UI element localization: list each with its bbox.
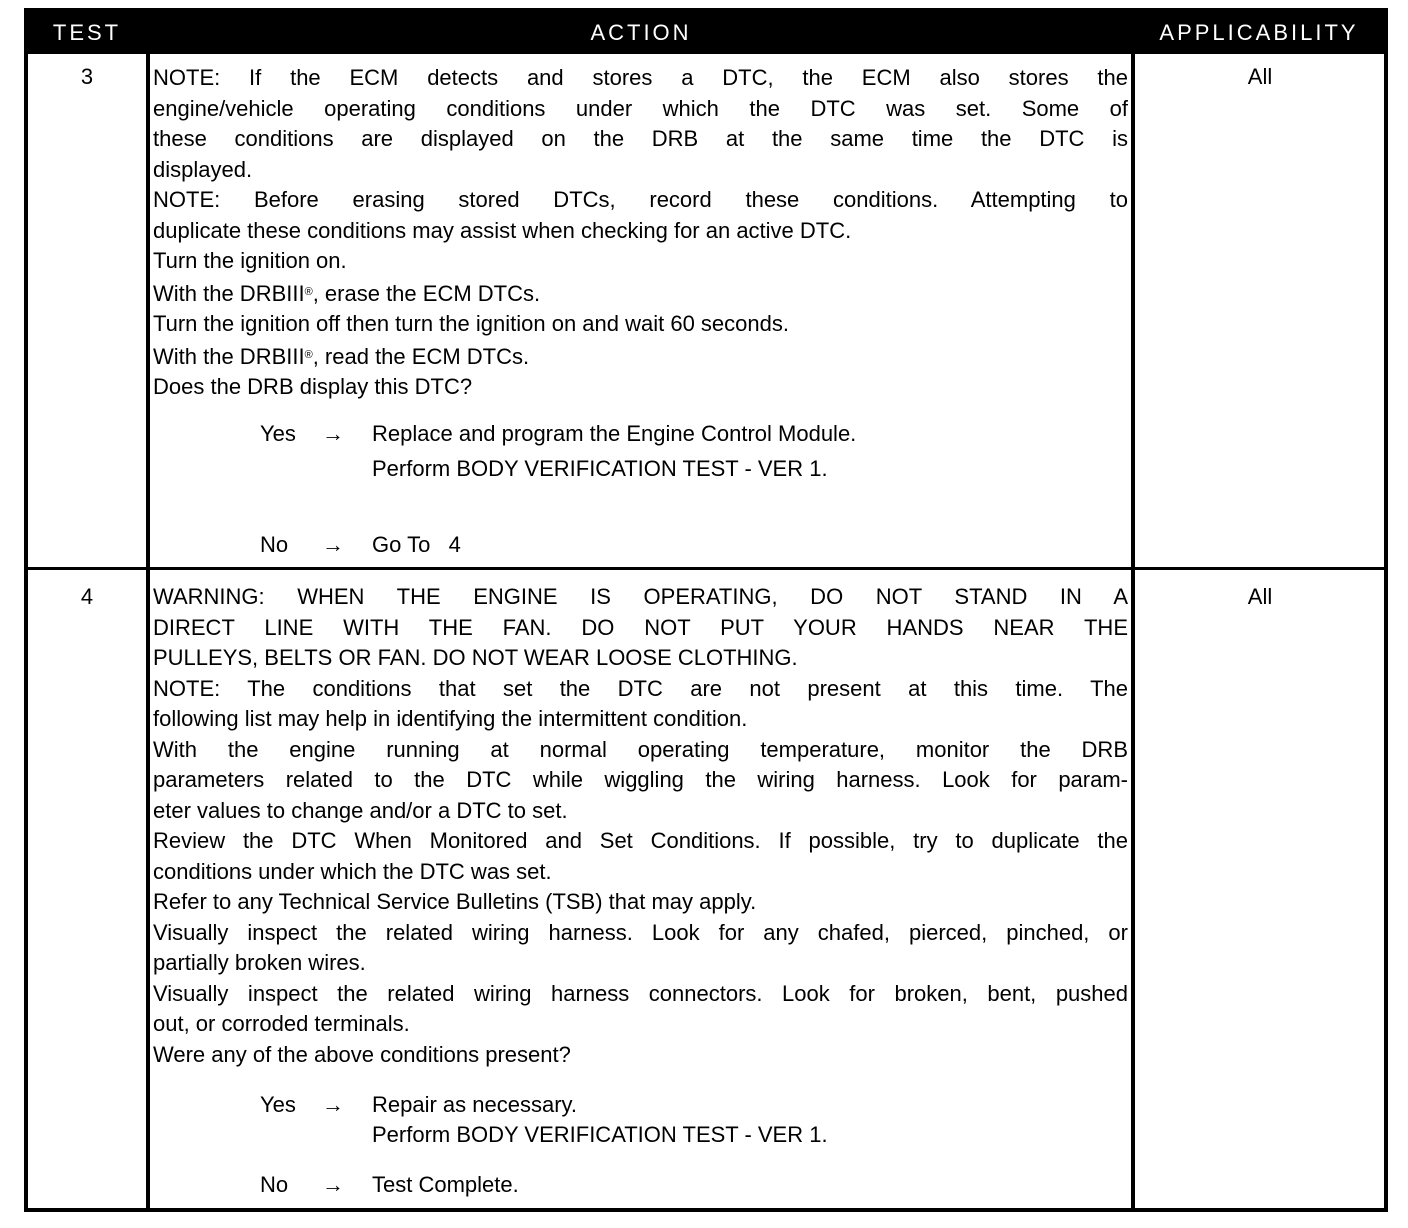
column-divider [1131,54,1135,1208]
registered-mark: ® [304,285,313,298]
action-line: these conditions are displayed on the DRB at the same time the DTC is [153,126,1128,151]
diagnostic-table [24,8,1388,1212]
table-header [28,12,1384,54]
action-line: With the DRBIII®, erase the ECM DTCs. [153,280,541,306]
action-line: parameters related to the DTC while wiggling the wiring harness. Look for param- [153,767,1128,792]
yes-text-line: Perform BODY VERIFICATION TEST - VER 1. [372,456,828,481]
applicability-value: All [1247,64,1273,89]
action-text [153,582,1128,1070]
action-line: out, or corroded terminals. [153,1011,410,1036]
action-line: duplicate these conditions may assist when checking for an active DTC. [153,217,852,243]
action-line: NOTE: If the ECM detects and stores a DTC, the ECM also stores the [153,65,1128,90]
test-number: 3 [80,64,94,89]
action-line: conditions under which the DTC was set. [153,858,552,884]
action-line: displayed. [153,156,253,182]
yes-text [372,419,856,484]
header-action: ACTION [590,20,692,45]
right-arrow-icon: → [322,532,344,557]
action-line: following list may help in identifying the intermittent condition. [153,706,748,731]
no-text: Go To 4 [372,532,461,557]
action-line: eter values to change and/or a DTC to set. [153,797,568,823]
header-test: TEST [52,20,122,45]
action-line: Review the DTC When Monitored and Set Conditions. If possible, try to duplicate the [153,828,1128,853]
action-line: engine/vehicle operating conditions under which the DTC was set. Some of [153,95,1128,121]
action-line: Turn the ignition on. [153,248,347,273]
no-text: Test Complete. [372,1172,519,1197]
action-line: Refer to any Technical Service Bulletins (TSB) that may apply. [153,889,757,914]
action-line: With the DRBIII®, read the ECM DTCs. [153,343,530,369]
action-line: PULLEYS, BELTS OR FAN. DO NOT WEAR LOOSE CLOTHING. [153,645,798,670]
yes-text-line: Replace and program the Engine Control Module. [372,421,857,446]
test-number: 4 [80,584,94,609]
action-line: Visually inspect the related wiring harness connectors. Look for broken, bent, pushed [153,980,1128,1006]
right-arrow-icon: → [322,1092,344,1117]
no-label: No [260,1172,289,1197]
registered-mark: ® [304,348,313,361]
column-divider [146,54,150,1208]
row-divider [28,567,1384,570]
action-line: NOTE: Before erasing stored DTCs, record these conditions. Attempting to [153,187,1128,212]
action-line: Visually inspect the related wiring harness. Look for any chafed, pierced, pinched, or [153,919,1128,945]
action-line: With the engine running at normal operating temperature, monitor the DRB [153,736,1128,762]
action-line: Does the DRB display this DTC? [153,374,473,399]
yes-label: Yes [260,421,296,446]
right-arrow-icon: → [322,421,344,446]
action-line: NOTE: The conditions that set the DTC are not present at this time. The [153,675,1128,701]
applicability-value: All [1247,584,1273,609]
header-applicability: APPLICABILITY [1159,20,1359,45]
action-line: WARNING: WHEN THE ENGINE IS OPERATING, DO NOT STAND IN A [153,584,1128,609]
action-line: DIRECT LINE WITH THE FAN. DO NOT PUT YOUR HANDS NEAR THE [153,614,1128,640]
yes-text [372,1090,828,1150]
action-line: Were any of the above conditions present? [153,1041,571,1067]
yes-label: Yes [260,1092,296,1117]
action-line: Turn the ignition off then turn the ignition on and wait 60 seconds. [153,311,789,336]
action-text [153,63,1128,403]
yes-text-line: Perform BODY VERIFICATION TEST - VER 1. [372,1122,828,1147]
action-line: partially broken wires. [153,950,366,975]
right-arrow-icon: → [322,1172,344,1197]
no-label: No [260,532,289,557]
yes-text-line: Repair as necessary. [372,1092,578,1117]
